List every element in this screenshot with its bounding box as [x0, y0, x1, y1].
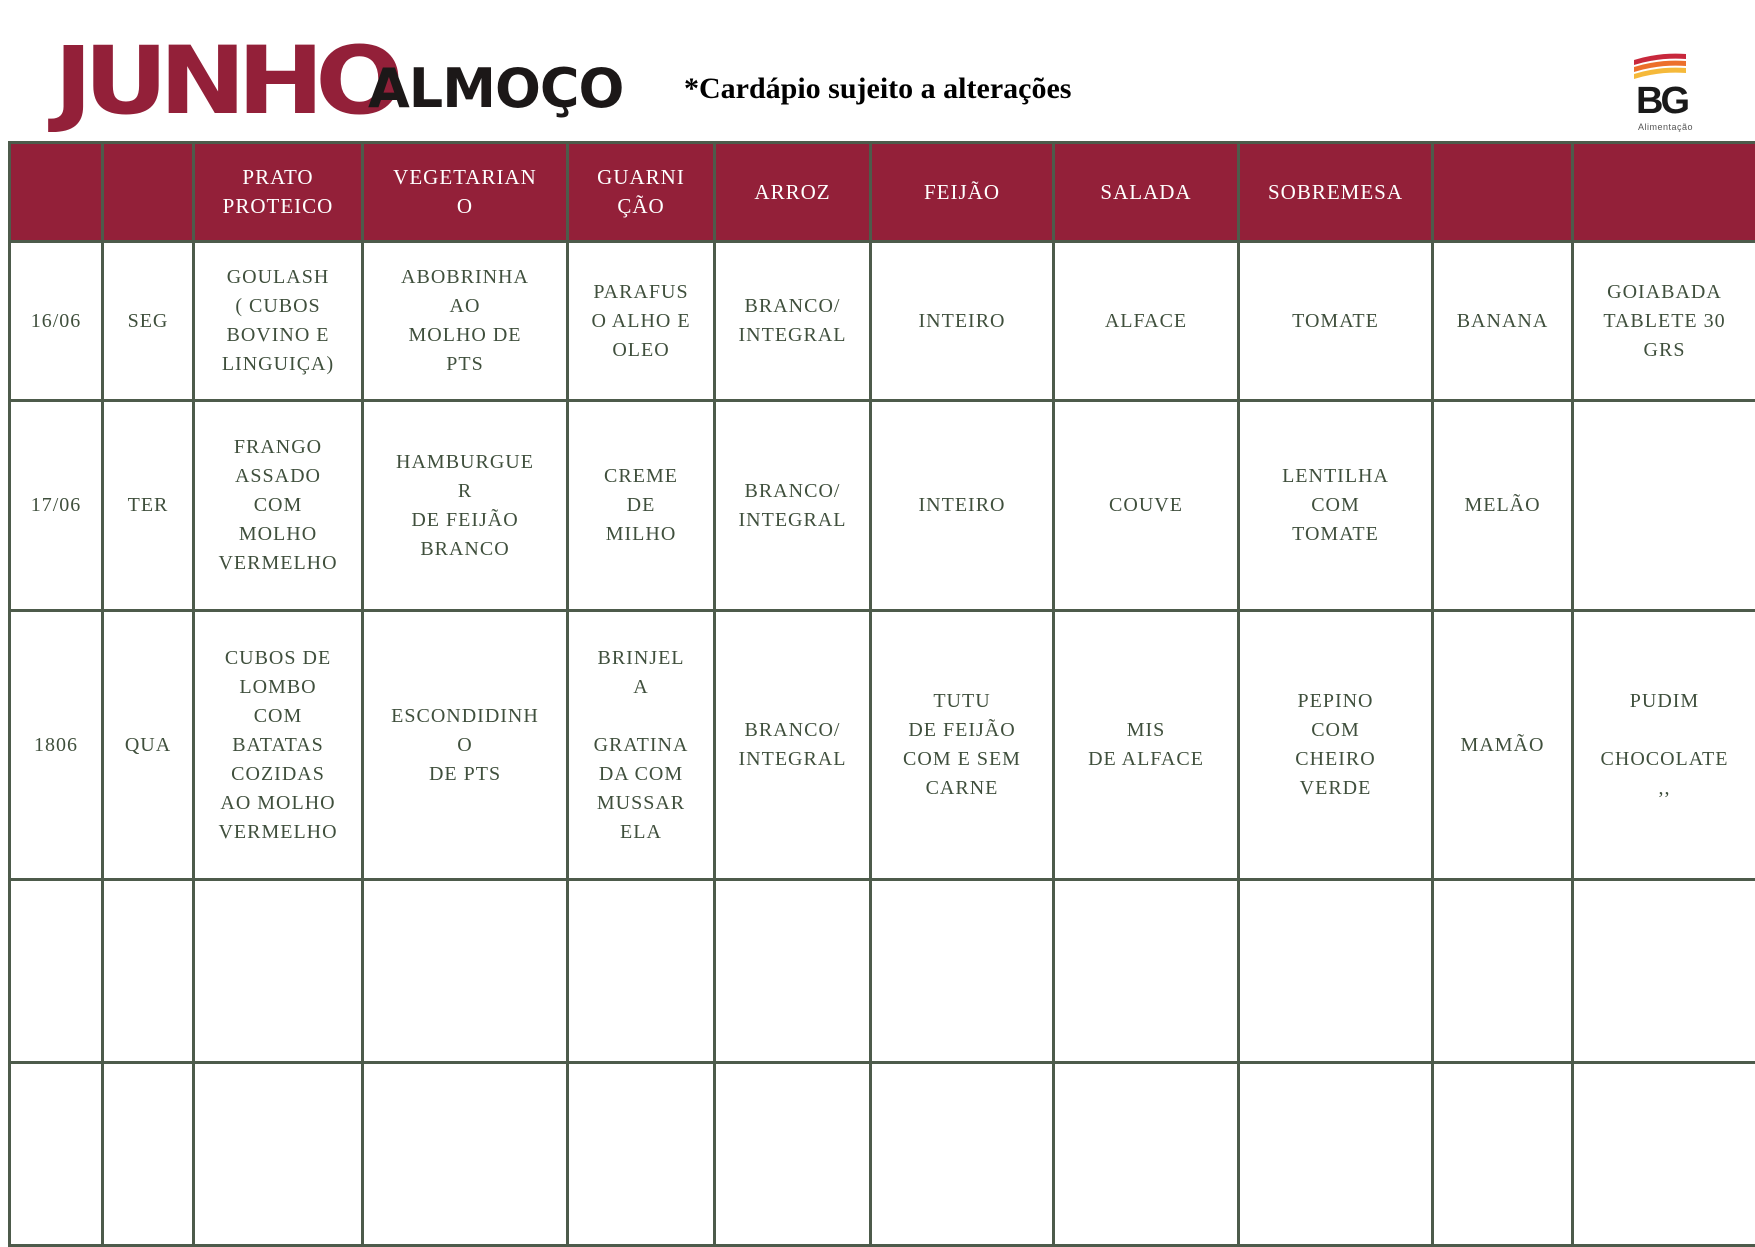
- month-title: JUNHO: [54, 34, 395, 128]
- header-extra-2: [1573, 143, 1755, 242]
- cell-extra-2: GOIABADA TABLETE 30 GRS: [1573, 242, 1755, 401]
- cell-side-dish: [568, 880, 715, 1063]
- lunch-menu-table: [8, 141, 1755, 1247]
- header-day: [103, 143, 194, 242]
- header-vegetarian: VEGETARIAN O: [363, 143, 568, 242]
- cell-dessert: LENTILHA COM TOMATE: [1239, 401, 1433, 611]
- cell-extra-2: [1573, 401, 1755, 611]
- cell-beans: [871, 1063, 1054, 1246]
- cell-dessert: TOMATE: [1239, 242, 1433, 401]
- cell-side-dish: CREME DE MILHO: [568, 401, 715, 611]
- header-salad: SALADA: [1054, 143, 1239, 242]
- cell-beans: INTEIRO: [871, 242, 1054, 401]
- cell-side-dish: PARAFUS O ALHO E OLEO: [568, 242, 715, 401]
- cell-protein-dish: FRANGO ASSADO COM MOLHO VERMELHO: [194, 401, 363, 611]
- cell-extra-2: [1573, 1063, 1755, 1246]
- page-header: [0, 0, 1755, 140]
- cell-salad: COUVE: [1054, 401, 1239, 611]
- table-row: [10, 880, 1755, 1063]
- cell-salad: MIS DE ALFACE: [1054, 611, 1239, 880]
- header-beans: FEIJÃO: [871, 143, 1054, 242]
- cell-date: [10, 1063, 103, 1246]
- cell-rice: BRANCO/ INTEGRAL: [715, 242, 871, 401]
- cell-date: 1806: [10, 611, 103, 880]
- cell-extra-1: [1433, 1063, 1573, 1246]
- cell-extra-1: MAMÃO: [1433, 611, 1573, 880]
- header-protein-dish: PRATO PROTEICO: [194, 143, 363, 242]
- logo-stripes-icon: [1630, 50, 1694, 80]
- cell-vegetarian: ESCONDIDINH O DE PTS: [363, 611, 568, 880]
- cell-beans: INTEIRO: [871, 401, 1054, 611]
- cell-rice: BRANCO/ INTEGRAL: [715, 611, 871, 880]
- cell-protein-dish: GOULASH ( CUBOS BOVINO E LINGUIÇA): [194, 242, 363, 401]
- cell-rice: [715, 1063, 871, 1246]
- table-row: [10, 611, 1755, 880]
- header-dessert: SOBREMESA: [1239, 143, 1433, 242]
- cell-dessert: [1239, 880, 1433, 1063]
- header-date: [10, 143, 103, 242]
- table-header-row: [10, 143, 1755, 242]
- header-rice: ARROZ: [715, 143, 871, 242]
- cell-extra-1: BANANA: [1433, 242, 1573, 401]
- cell-date: 16/06: [10, 242, 103, 401]
- cell-day: QUA: [103, 611, 194, 880]
- company-logo: [1630, 50, 1694, 136]
- cell-salad: ALFACE: [1054, 242, 1239, 401]
- cell-extra-1: MELÃO: [1433, 401, 1573, 611]
- cell-beans: [871, 880, 1054, 1063]
- cell-side-dish: [568, 1063, 715, 1246]
- logo-text: BG: [1636, 82, 1687, 120]
- cell-side-dish: BRINJEL A GRATINA DA COM MUSSAR ELA: [568, 611, 715, 880]
- cell-day: [103, 1063, 194, 1246]
- cell-rice: BRANCO/ INTEGRAL: [715, 401, 871, 611]
- cell-salad: [1054, 880, 1239, 1063]
- cell-protein-dish: [194, 1063, 363, 1246]
- header-side-dish: GUARNI ÇÃO: [568, 143, 715, 242]
- cell-vegetarian: ABOBRINHA AO MOLHO DE PTS: [363, 242, 568, 401]
- table-row: [10, 401, 1755, 611]
- cell-date: 17/06: [10, 401, 103, 611]
- cell-extra-1: [1433, 880, 1573, 1063]
- header-extra-1: [1433, 143, 1573, 242]
- cell-beans: TUTU DE FEIJÃO COM E SEM CARNE: [871, 611, 1054, 880]
- menu-change-notice: *Cardápio sujeito a alterações: [684, 72, 1071, 106]
- table-row: [10, 1063, 1755, 1246]
- cell-extra-2: PUDIM CHOCOLATE ,,: [1573, 611, 1755, 880]
- meal-title: ALMOÇO: [368, 62, 623, 116]
- table-row: [10, 242, 1755, 401]
- cell-day: [103, 880, 194, 1063]
- cell-day: SEG: [103, 242, 194, 401]
- cell-dessert: [1239, 1063, 1433, 1246]
- cell-protein-dish: CUBOS DE LOMBO COM BATATAS COZIDAS AO MOLHO VERMELHO: [194, 611, 363, 880]
- cell-day: TER: [103, 401, 194, 611]
- cell-dessert: PEPINO COM CHEIRO VERDE: [1239, 611, 1433, 880]
- cell-date: [10, 880, 103, 1063]
- cell-extra-2: [1573, 880, 1755, 1063]
- cell-protein-dish: [194, 880, 363, 1063]
- cell-rice: [715, 880, 871, 1063]
- cell-vegetarian: HAMBURGUE R DE FEIJÃO BRANCO: [363, 401, 568, 611]
- cell-vegetarian: [363, 880, 568, 1063]
- logo-subtext: Alimentação: [1638, 122, 1693, 132]
- cell-vegetarian: [363, 1063, 568, 1246]
- cell-salad: [1054, 1063, 1239, 1246]
